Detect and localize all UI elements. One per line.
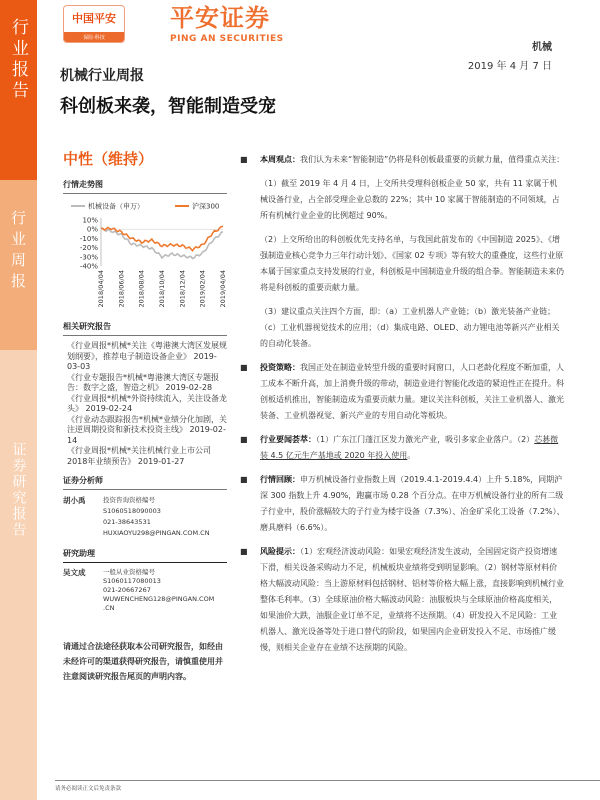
analyst-section-title: 证券分析师 <box>63 476 227 490</box>
bullet-industry-news: ■ 行业要闻荟萃：（1）广东江门蓬江区发力激光产业，吸引多家企业落户。（2）芯碁微装 4.5 亿元生产基地或 2020 年投入使用。 <box>240 432 565 464</box>
news-link[interactable]: 芯碁微装 4.5 亿元生产基地或 2020 年投入使用 <box>260 435 559 460</box>
x-tick-label: 2018/06/04 <box>117 270 126 308</box>
paragraph-2: （2）上交所给出的科创板优先支持名单，与我国此前发布的《中国制造 2025》、《增强制造业核心竞争力三年行动计划》、《国家 02 专项》等有较大的重叠度，这些行业原本属于国家重点支持发展的行业，科创板是中国制造业升级的组合拳。智能制造未来仍将是科创板的重要贡献力量。 <box>260 235 564 292</box>
x-tick-label: 2018/10/04 <box>158 270 166 308</box>
bullet-icon: ■ <box>240 363 248 372</box>
side-banner-top-text: 行业报告 <box>8 18 28 102</box>
ping-an-logo: 中国平安 保险·科技 <box>63 5 125 43</box>
legend-label: 沪深300 <box>192 202 220 211</box>
side-banner-industry-report <box>0 0 37 180</box>
x-tick-label: 2018/04/04 <box>97 270 105 308</box>
x-tick-label: 2018/08/04 <box>137 270 146 308</box>
left-column <box>63 150 227 684</box>
contact-line: 021-20667267 <box>103 586 151 594</box>
contact-line: WUWENCHENG128@PINGAN.COM <box>103 595 215 603</box>
bullet-weekly-view: ■ 本周观点：我们认为未来“智能制造”仍将是科创板最重要的贡献力量，值得重点关注： <box>240 152 565 168</box>
related-report-item[interactable]: 《行业动态跟踪报告*机械*业绩分化加剧，关注逆周期投资和新技术投资主线》 2019-02-14 <box>67 414 227 445</box>
brand-name: 平安证券 <box>170 4 270 32</box>
y-tick-label: -30% <box>79 253 98 262</box>
contact-line: 一般从业资格编号 <box>103 568 155 576</box>
y-tick-label: -40% <box>79 262 98 271</box>
bullet-risk-warning: ■ 风险提示：（1）宏观经济波动风险：如果宏观经济发生波动，全国固定资产投资增速下滑，相关设备采购动力不足，机械板块业绩将受到明显影响。（2）钢材等原材料价格大幅波动风险：当上游原材料包括钢材、铝材等价格大幅上涨，直接影响到机械行业整体毛利率。（3）全球原油价格大幅波动风险：油服板块与全球原油价格高度相关，如果油价大跌，油服企业订单不足，业绩将不达预期。（4）研发投入不足风险：工业机器人、激光设备等处于进口替代的阶段，如果国内企业研发投入不足、市场推广缓慢，则相关企业存在业绩不达预期的风险。 <box>240 544 565 656</box>
analyst-card: 胡小禹 投资咨询资格编号 S1060518090003 021-38643531 HUXIAOYU298@PINGAN.COM.CN <box>63 496 210 537</box>
related-reports-list <box>63 341 227 467</box>
bullet-market-review: ■ 行情回顾：申万机械设备行业指数上周（2019.4.1-2019.4.4）上升 5.18%，同期沪深 300 指数上升 4.90%，跑赢市场 0.28 个百分点。在申万机械设备行业的所有二级子行业中，股价涨幅较大的子行业为楼宇设备（7.3%）、冶金矿采化工设备（7.2%）、磨具磨料（6.6%）。 <box>240 472 565 536</box>
assistant-section-title: 研究助理 <box>63 549 227 563</box>
contact-line: .CN <box>103 604 115 612</box>
x-tick-label: 2019/02/04 <box>198 270 207 308</box>
series-line-1 <box>101 226 223 250</box>
footer-disclaimer: 请务必阅读正文后免责条款 <box>55 780 600 793</box>
y-tick-label: 10% <box>82 216 98 225</box>
y-tick-label: -10% <box>79 234 98 243</box>
related-report-item[interactable]: 《行业周报*机械*关注《粤港澳大湾区发展规划纲要》，推荐电子制造设备企业》 2019-03-03 <box>67 341 227 371</box>
related-reports-title: 相关研究报告 <box>63 322 227 336</box>
bullet-icon: ■ <box>240 547 248 556</box>
bullet-icon: ■ <box>240 475 248 484</box>
chart-section-title: 行情走势图 <box>63 180 227 194</box>
related-report-item[interactable]: 《行业周报*机械*关注机械行业上市公司2018年业绩预告》 2019-01-27 <box>67 446 211 466</box>
paragraph-3: （3）建议重点关注四个方面，即：（a）工业机器人产业链；（b）激光装备产业链；（c）工业机器视觉技术的应用；（d）集成电路、OLED、动力锂电池等新兴产业相关的自动化装备。 <box>260 307 560 348</box>
x-tick-label: 2019/04/04 <box>219 270 227 308</box>
legend-label: 机械设备（申万） <box>88 202 144 211</box>
report-type: 机械行业周报 <box>60 68 144 84</box>
bullet-icon: ■ <box>240 435 248 444</box>
rating: 中性（维持） <box>63 150 154 168</box>
disclaimer-warning: 请通过合法途径获取本公司研究报告，如经由未经许可的渠道获得研究报告，请慎重使用并注意阅读研究报告尾页的声明内容。 <box>63 642 223 681</box>
y-tick-label: 0% <box>86 225 98 234</box>
side-banner-mid-text: 行业周报 <box>9 210 27 294</box>
contact-line: 021-38643531 <box>103 518 151 526</box>
sector-label: 机械 <box>532 42 552 53</box>
report-title: 科创板来袭，智能制造受宠 <box>60 96 276 117</box>
bullet-icon: ■ <box>240 155 248 164</box>
report-date: 2019 年 4 月 7 日 <box>467 61 552 72</box>
related-report-item[interactable]: 《行业专题报告*机械*粤港澳大湾区专题报告：数字之盛，智造之机》 2019-02-28 <box>67 372 219 392</box>
bullet-investment-strategy: ■ 投资策略：我国正处在制造业转型升级的重要时间窗口，人口老龄化程度不断加重，人工成本不断升高，加上消费升级的带动，制造业进行智能化改造的紧迫性正在提升。科创板适机推出，智能制造成为重要贡献力量。建议关注科创板，关注工业机器人、激光装备、工业机器视觉、新兴产业的专用自动化等板块。 <box>240 360 565 424</box>
related-report-item[interactable]: 《行业周报*机械*外资持续流入，关注设备龙头》 2019-02-24 <box>67 393 227 413</box>
x-tick-label: 2018/12/04 <box>178 270 187 308</box>
right-column <box>240 152 565 664</box>
brand-name-en: PING AN SECURITIES <box>170 34 284 44</box>
contact-line: S1060117080013 <box>103 577 161 585</box>
contact-line: 投资咨询资格编号 <box>103 496 155 504</box>
contact-line: HUXIAOYU298@PINGAN.COM.CN <box>103 529 210 537</box>
side-banner-bottom-text: 证券研究报告 <box>10 442 27 538</box>
paragraph-1: （1）截至 2019 年 4 月 4 日，上交所共受理科创板企业 50 家，共有 11 家属于机械设备行业，占全部受理企业总数的 22%；其中 10 家属于智能制造的不同领域，占所有机械行业企业的比例超过 90%。 <box>260 179 560 220</box>
side-banner-securities-research <box>0 350 37 800</box>
assistant-card: 吴文成 一般从业资格编号 S1060117080013 021-20667267 WUWENCHENG128@PINGAN.COM .CN <box>63 568 215 612</box>
side-banner-weekly <box>0 180 37 350</box>
contact-line: S1060518090003 <box>103 507 161 515</box>
market-trend-chart <box>63 194 227 314</box>
y-tick-label: -20% <box>79 244 98 253</box>
